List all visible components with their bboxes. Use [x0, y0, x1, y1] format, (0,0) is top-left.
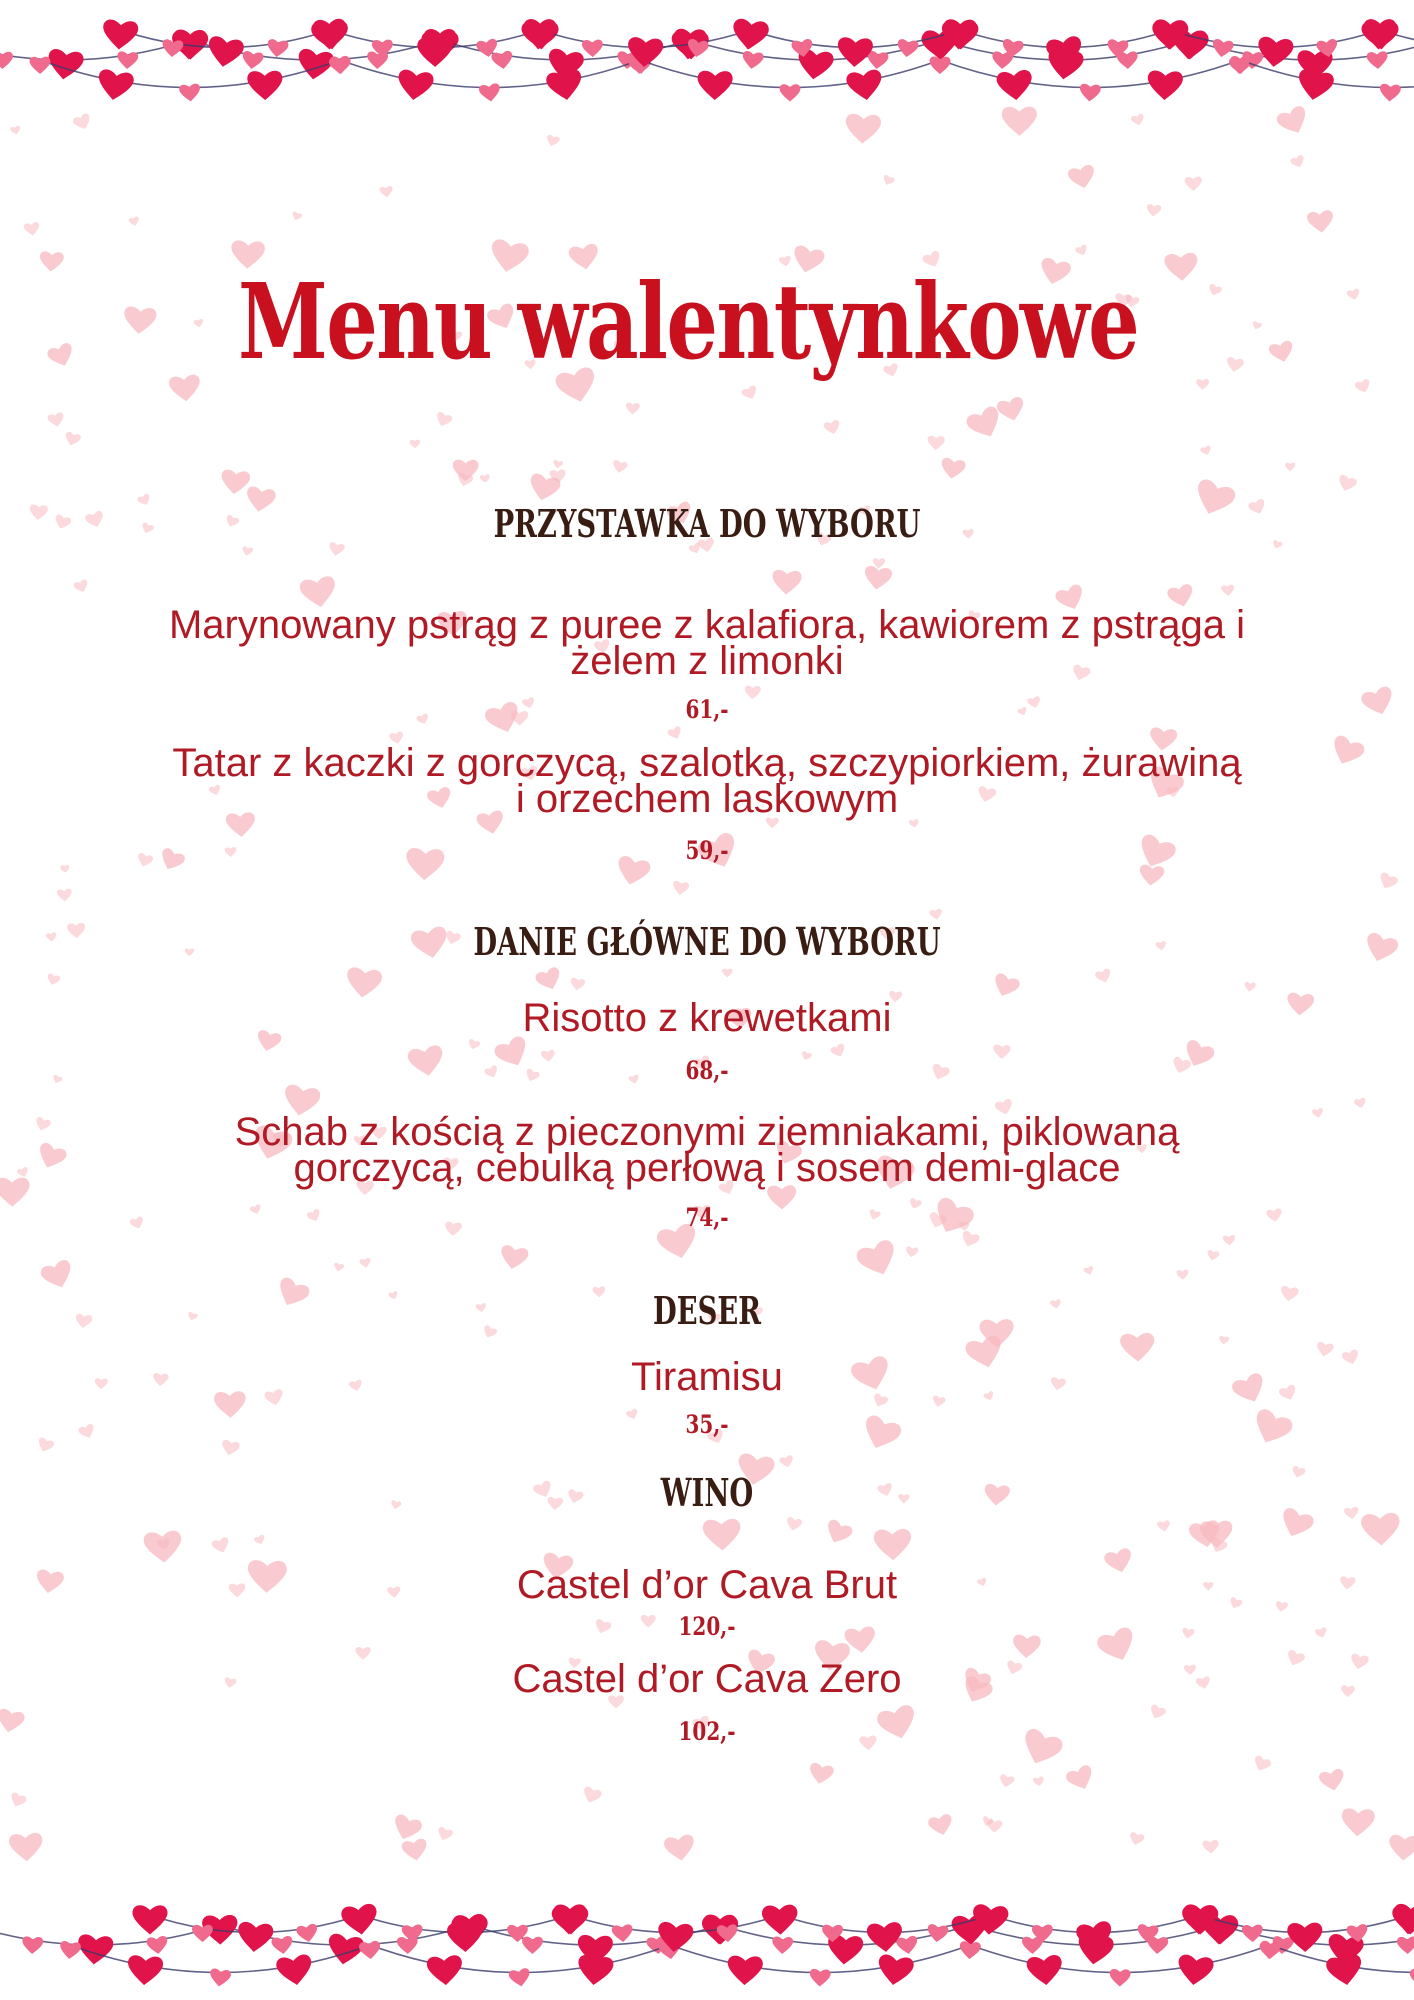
menu-item-name: Castel d’or Cava Brut	[516, 1563, 898, 1607]
menu-item-name: Tatar z kaczki z gorczycą, szalotką, szczypiorkiem, żurawiną	[172, 741, 1242, 785]
menu-item-price: 35,-	[685, 1410, 729, 1439]
menu-item-name: Risotto z krewetkami	[522, 996, 892, 1040]
menu-item-name: żelem z limonki	[570, 639, 844, 683]
menu-item-price: 120,-	[678, 1612, 736, 1641]
page-title: Menu walentynkowe	[238, 260, 1139, 383]
section-heading-wine: WINO	[660, 1470, 754, 1515]
section-heading-dessert: DESER	[653, 1288, 761, 1333]
menu-item-name: gorczycą, cebulką perłową i sosem demi-glace	[293, 1146, 1121, 1190]
menu-item-price: 102,-	[678, 1717, 736, 1746]
menu-item-name: Schab z kością z pieczonymi ziemniakami, piklowaną	[234, 1110, 1180, 1154]
menu-item-name: Tiramisu	[631, 1355, 783, 1399]
menu-item-price: 59,-	[685, 836, 729, 865]
menu-item-name: i orzechem laskowym	[515, 777, 899, 821]
menu-item-name: Marynowany pstrąg z puree z kalafiora, kawiorem z pstrąga i	[168, 603, 1245, 647]
menu-item-price: 68,-	[685, 1056, 729, 1085]
menu-item-name: Castel d’or Cava Zero	[512, 1657, 902, 1701]
menu-item-price: 61,-	[685, 695, 729, 724]
section-heading-mains: DANIE GŁÓWNE DO WYBORU	[473, 919, 941, 964]
section-heading-starters: PRZYSTAWKA DO WYBORU	[493, 501, 921, 546]
menu-item-price: 74,-	[685, 1203, 729, 1232]
